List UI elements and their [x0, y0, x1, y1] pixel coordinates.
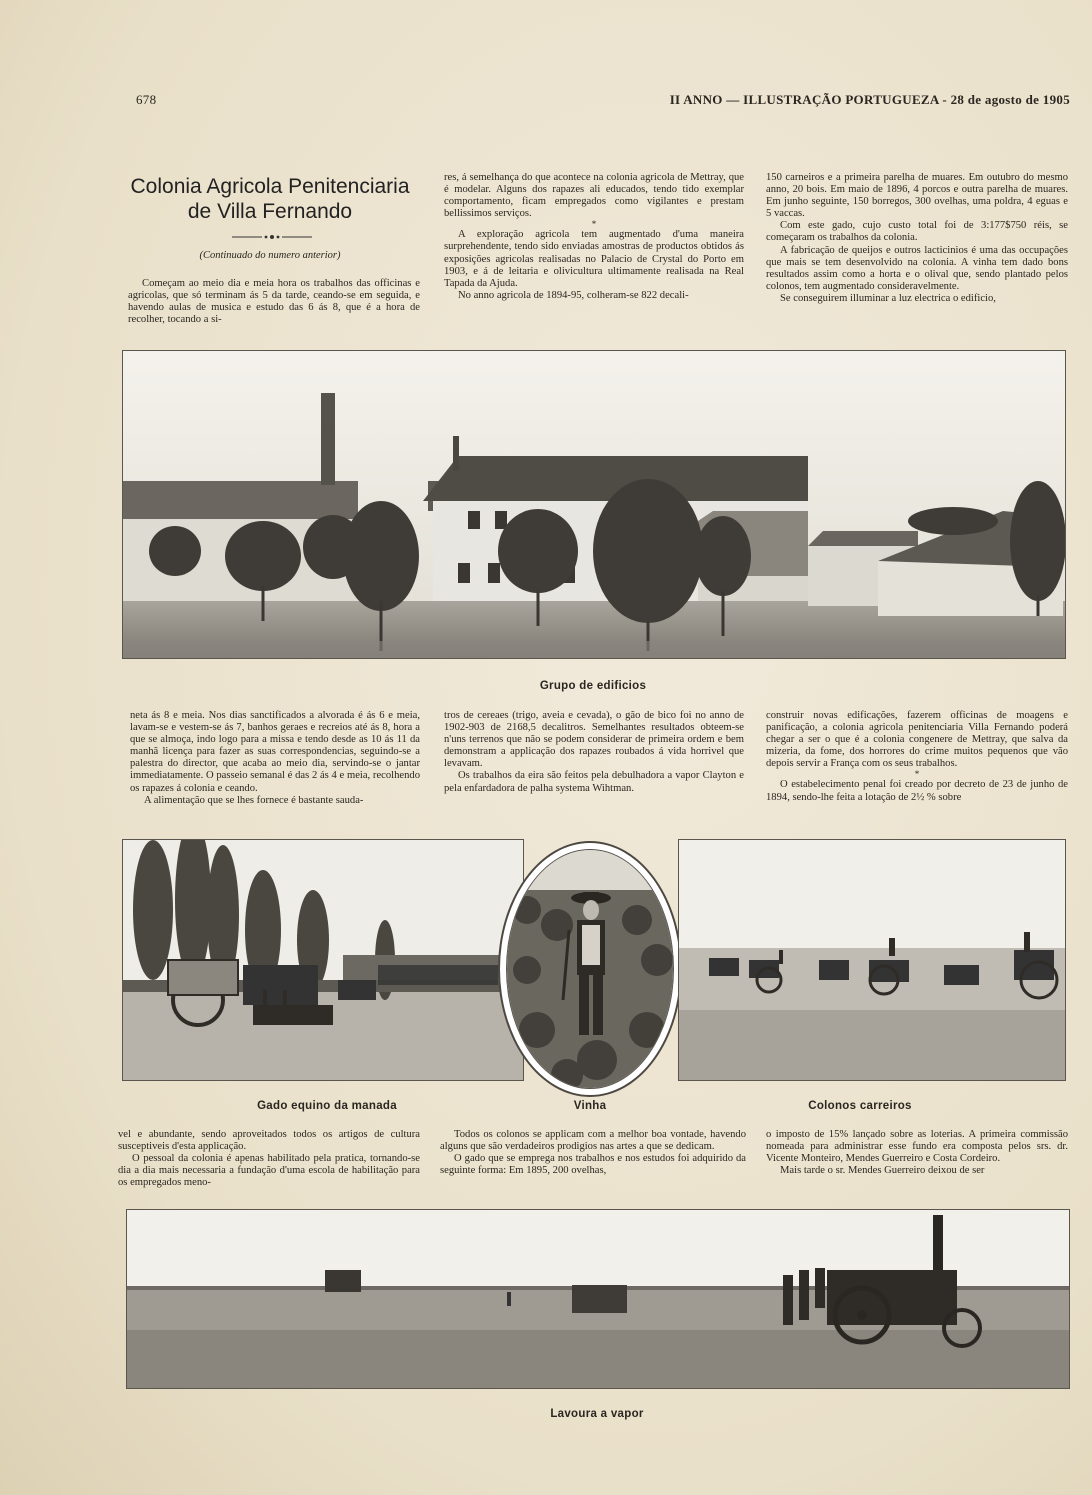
caption-steam-plough: Lavoura a vapor [550, 1408, 644, 1420]
article-subtitle: (Continuado do numero anterior) [199, 250, 341, 261]
paragraph: o imposto de 15% lançado sobre as loterias. A primeira commissão nomeada para administrar esse fundo era composta pelos srs. dr. Vicente Monteiro, Mendes Guerreiro e Costa Cordeiro. [766, 1129, 1068, 1165]
photo-vineyard [506, 849, 674, 1089]
paragraph: Os trabalhos da eira são feitos pela debulhadora a vapor Clayton e pela enfardadora de palha systema Wihtman. [444, 770, 744, 794]
paragraph: O estabelecimento penal foi creado por decreto de 23 de junho de 1894, sendo-lhe feita a lotação de 2½ % sobre [766, 779, 1068, 803]
title-line-1: Colonia Agricola Penitenciaria [130, 175, 410, 198]
text-column-low-1 [118, 1129, 420, 1189]
photo-buildings [122, 350, 1066, 659]
text-column-top-1 [128, 278, 420, 332]
photo-carts [678, 839, 1066, 1081]
paragraph: A fabricação de queijos e outros lacticinios é uma das occupações que mais se tem desenvolvido na colonia. A vinha tem dado bons resultados assim como a horta e o olival que, sendo plantado pelos colonos, tem augmentado consideravelmente. [766, 244, 1068, 292]
text-column-mid-3 [766, 710, 1068, 830]
paragraph: neta ás 8 e meia. Nos dias sanctificados a alvorada é ás 6 e meia, lavam-se e vestem-se ás 7, banhos geraes e recreios até ás 8, hora a que se almoça, indo logo para a missa e tendo desde as 10 ás 11 da manhã licença para fazer as suas correspondencias, seguindo-se a palestra do director, que acaba ao meio dia, servindo-se o jantar immediatamente. O passeio semanal é das 2 ás 4 e meia, recolhendo os rapazes á colonia e ceando. [130, 710, 420, 794]
text-column-top-3 [766, 172, 1068, 334]
paragraph: vel e abundante, sendo aproveitados todos os artigos de cultura susceptiveis d'esta applicação. [118, 1129, 420, 1153]
caption-horses: Gado equino da manada [257, 1100, 397, 1112]
text-column-low-3 [766, 1129, 1068, 1189]
paragraph: Se conseguirem illuminar a luz electrica o edificio, [780, 292, 996, 304]
paragraph: Começam ao meio dia e meia hora os trabalhos das officinas e agricolas, que só terminam ás 5 da tarde, ceando-se em seguida, e havendo aulas de musica e estudo das 6 ás 8, que é a hora de recolher, tocando a si- [128, 278, 420, 326]
paragraph: A exploração agricola tem augmentado d'uma maneira surprehendente, tendo sido enviadas amostras de productos obtidos ás exposições agricolas realisadas no Palacio de Crystal do Porto em 1903, e á de leitaria e olivicultura ultimamente realisada na Real Tapada da Ajuda. [444, 229, 744, 289]
section-star: * [914, 769, 920, 780]
paragraph: A alimentação que se lhes fornece é bastante sauda- [144, 794, 364, 806]
title-line-2: de Villa Fernando [187, 200, 353, 223]
paragraph: O gado que se emprega nos trabalhos e nos estudos foi adquirido da seguinte forma: Em 1895, 200 ovelhas, [440, 1153, 746, 1177]
paragraph: O pessoal da colonia é apenas habilitado pela pratica, tornando-se dia a dia mais necessaria a fundação d'uma escola de habilitação para os empregados meno- [118, 1153, 420, 1189]
photo-vineyard-frame [498, 841, 682, 1097]
caption-carts: Colonos carreiros [808, 1100, 912, 1112]
paragraph: No anno agricola de 1894-95, colheram-se 822 decali- [458, 289, 689, 301]
caption-buildings: Grupo de edificios [539, 680, 647, 692]
photo-steam-plough [126, 1209, 1070, 1389]
paragraph: res, á semelhança do que acontece na colonia agricola de Mettray, que é modelar. Alguns dos rapazes ali educados, tendo tido exemplar comportamento, ficam empregados como vigilantes e prestam bellissimos serviços. [444, 172, 744, 220]
article-title [120, 174, 420, 224]
text-column-top-2 [444, 172, 744, 334]
text-column-mid-1 [130, 710, 420, 830]
paragraph: Mais tarde o sr. Mendes Guerreiro deixou de ser [780, 1165, 985, 1177]
paragraph: tros de cereaes (trigo, aveia e cevada), o gão de bico foi no anno de 1902-903 de 2168,5 decalitros. Semelhantes resultados obteem-se n'uns terrenos que não se podem considerar de primeira ordem e bem demonstram a applicação dos rapazes roubados á vida horrivel que levavam. [444, 710, 744, 770]
page-number: 678 [136, 92, 157, 107]
title-ornament [232, 233, 312, 241]
paragraph: Todos os colonos se applicam com a melhor boa vontade, havendo alguns que são verdadeiros prodigios nas artes a que se dedicam. [440, 1129, 746, 1153]
text-column-low-2 [440, 1129, 746, 1189]
running-head: II ANNO — ILLUSTRAÇÃO PORTUGUEZA - 28 de agosto de 1905 [669, 92, 1070, 107]
section-star: * [591, 219, 597, 230]
text-column-mid-2 [444, 710, 744, 830]
paragraph: 150 carneiros e a primeira parelha de muares. Em outubro do mesmo anno, 20 bois. Em maio de 1896, 4 porcos e outra parelha de muares. Em junho seguinte, 150 borregos, 300 ovelhas, uma poldra, 4 eguas e 5 vaccas. [766, 172, 1068, 220]
paragraph: Com este gado, cujo custo total foi de 3:177$750 réis, se começaram os trabalhos da colonia. [766, 220, 1068, 244]
photo-horses [122, 839, 524, 1081]
caption-vineyard: Vinha [573, 1100, 607, 1112]
paragraph: construir novas edificações, fazerem officinas de moagens e panificação, a colonia agricola penitenciaria Villa Fernando poderá chegar a ser o que é a colonia congenere de Mettray, que salva da mizeria, da fome, dos horrores do crime muitos pequenos que vão depois servir a França com os seus trabalhos. [766, 710, 1068, 770]
